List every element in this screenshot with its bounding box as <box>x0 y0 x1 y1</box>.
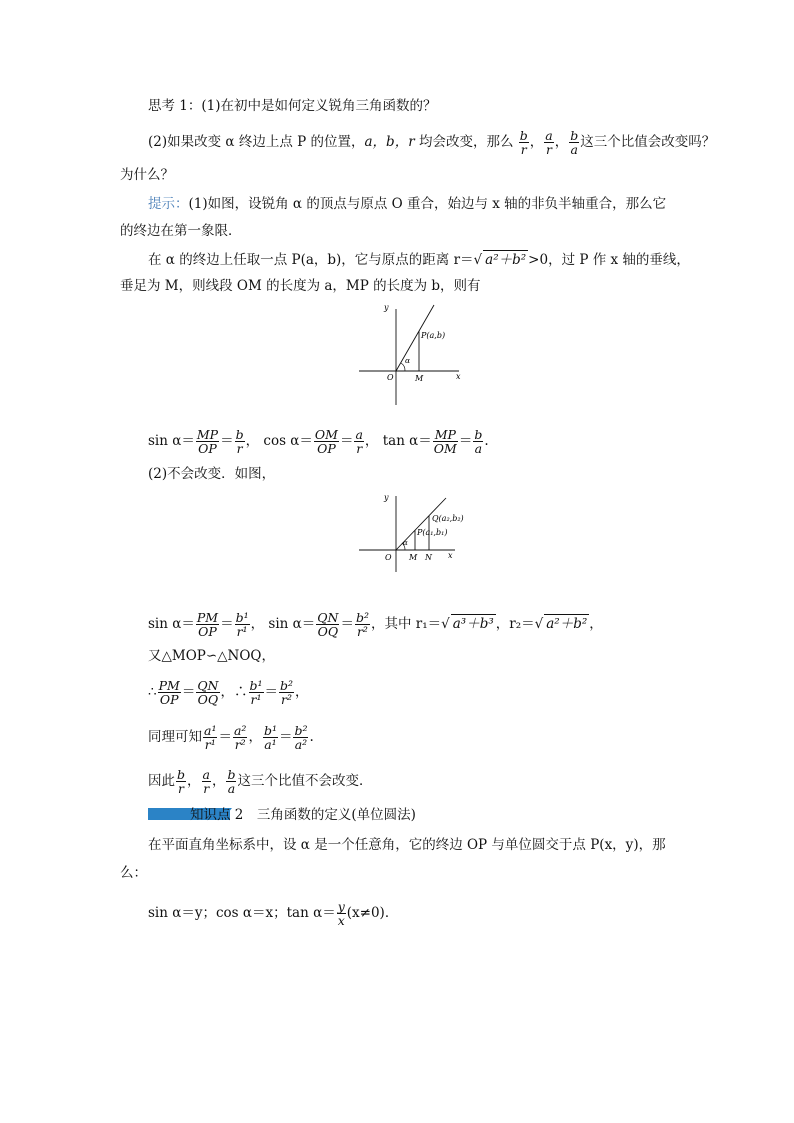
hint-line-1: 提示：(1)如图，设锐角 α 的顶点与原点 O 重合，始边与 x 轴的非负半轴重合，那么它 <box>148 196 667 212</box>
question-2-tail: 为什么？ <box>120 167 174 183</box>
question-2-text: (2)如果改变 α 终边上点 P 的位置， <box>148 134 365 150</box>
point-q-label: Q(a₂,b₂) <box>432 514 464 523</box>
question-label: 思考 1： <box>148 98 202 114</box>
conclusion: 因此 $\frac{b}{r}$ ， $\frac{a}{r}$ ， $\frac{b}{a}$ 这三个比值不会改变． <box>148 767 373 796</box>
y-label: y <box>384 493 389 502</box>
fraction-b-r: $\frac{b}{r}$ <box>519 128 528 157</box>
equation-1: sin α＝ $\frac{MP}{OP}$ ＝ $\frac{b}{r}$ ， cos α＝ $\frac{OM}{OP}$ ＝ $\frac{a}{r}$ ， tan α＝ $\frac{MP}{OM}$ ＝ $\frac{b}{a}$ . <box>148 427 489 456</box>
fraction-a-r: $\frac{a}{r}$ <box>545 128 553 157</box>
question-2-vars: a，b，r <box>364 134 415 150</box>
question-2-text-c: 这三个比值会改变吗？ <box>580 134 716 150</box>
alpha-label: α <box>403 539 408 547</box>
question-2-text-b: 均会改变，那么 <box>414 134 514 150</box>
figure-1 <box>355 303 465 408</box>
figure-2 <box>355 490 470 575</box>
point-n-label: N <box>425 553 432 562</box>
fraction-b-a: $\frac{b}{a}$ <box>570 128 579 157</box>
origin-label: O <box>387 373 394 382</box>
point-m-label: M <box>409 553 418 562</box>
equation-3: ∴ $\frac{PM}{OP}$ ＝ $\frac{QN}{OQ}$ ，∴ $\frac{\text{b¹}}{\text{r¹}}$ ＝ $\frac{\text{b²}}{\text{r²}}$ ， <box>148 678 309 707</box>
hint-line-2: 的终边在第一象限． <box>120 223 242 239</box>
point-p-label: P(a,b) <box>421 331 446 340</box>
question-1-text: (1)在初中是如何定义锐角三角函数的？ <box>201 98 437 114</box>
knowledge-point-title: 知识点 2 三角函数的定义(单位圆法) <box>190 807 416 823</box>
y-label: y <box>384 303 389 312</box>
hint-line-4: 垂足为 M，则线段 OM 的长度为 a，MP 的长度为 b，则有 <box>120 278 481 294</box>
point-m-label: M <box>415 374 424 383</box>
definition-formula: sin α＝y；cos α＝x；tan α＝ $\frac{y}{x}$ (x≠0)． <box>148 899 399 928</box>
part-2-text: (2)不会改变．如图， <box>148 466 276 482</box>
equation-4: 同理可知 $\frac{\text{a¹}}{\text{r¹}}$ ＝ $\frac{\text{a²}}{\text{r²}}$ ， $\frac{\text{b¹}}{\text{a¹}}$ ＝ $\frac{\text{b²}}{\text{a²}}$ . <box>148 723 314 752</box>
definition-line-1: 在平面直角坐标系中，设 α 是一个任意角，它的终边 OP 与单位圆交于点 P(x，y)，那 <box>148 837 666 853</box>
question-2: (2)如果改变 α 终边上点 P 的位置，a，b，r 均会改变，那么 $\frac{b}{r}$ ， $\frac{a}{r}$ ， $\frac{b}{a}$ 这三个比值会改变吗？ <box>148 128 716 157</box>
hint-label: 提示 <box>148 196 175 212</box>
equation-2: sin α＝ $\frac{PM}{OP}$ ＝ $\frac{\text{b¹}}{\text{r¹}}$ ， sin α＝ $\frac{QN}{OQ}$ ＝ $\frac{\text{b²}}{\text{r²}}$ ，其中 r₁＝√ a³＋b³ ，r₂＝√ a²＋b² ， <box>148 610 603 639</box>
hint-line-3: 在 α 的终边上任取一点 P(a，b)，它与原点的距离 r＝√ a²＋b² >0，过 P 作 x 轴的垂线， <box>148 252 690 268</box>
definition-line-2: 么： <box>120 865 147 881</box>
point-p-label: P(a₁,b₁) <box>417 528 448 537</box>
similar-triangles: 又△MOP∽△NOQ， <box>148 648 275 664</box>
x-label: x <box>456 372 461 381</box>
question-1 <box>148 97 794 115</box>
alpha-label: α <box>405 356 411 365</box>
x-label: x <box>448 551 453 560</box>
origin-label: O <box>385 553 392 562</box>
